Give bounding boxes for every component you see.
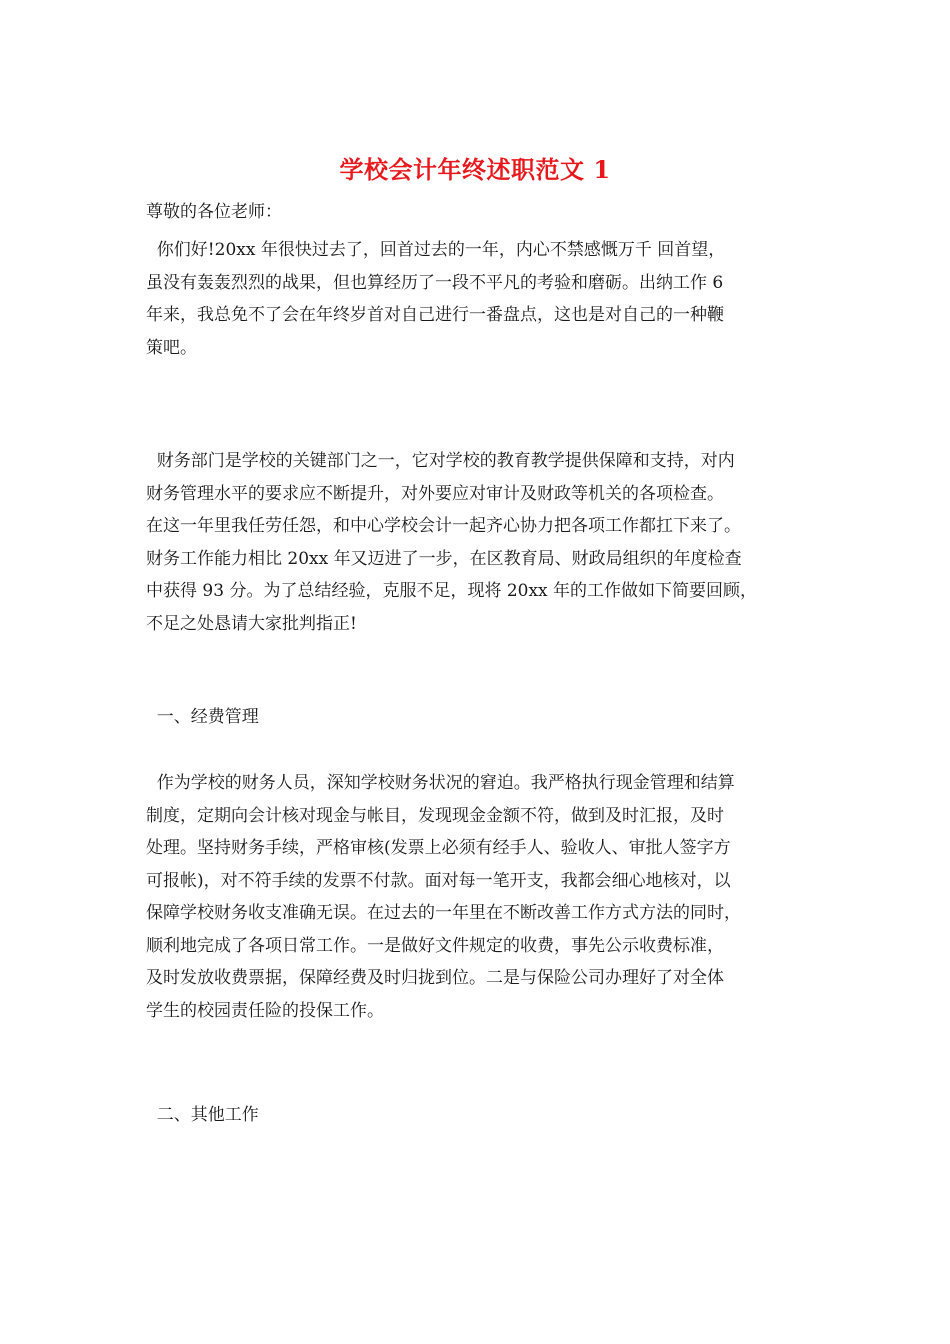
paragraph-line: 你们好!20xx 年很快过去了，回首过去的一年，内心不禁感慨万千 回首望， [146, 240, 726, 260]
paragraph-line: 制度，定期向会计核对现金与帐目，发现现金金额不符，做到及时汇报，及时 [146, 805, 724, 826]
paragraph-finance-department [146, 445, 808, 640]
paragraph-line: 财务部门是学校的关键部门之一，它对学校的教育教学提供保障和支持，对内 [146, 451, 735, 471]
paragraph-line: 中获得 93 分。为了总结经验，克服不足，现将 20xx 年的工作做如下简要回顾， [146, 581, 758, 601]
paragraph-line: 处理。坚持财务手续，严格审核(发票上必须有经手人、验收人、审批人签字方 [146, 838, 731, 858]
paragraph-line: 保障学校财务收支准确无误。在过去的一年里在不断改善工作方式方法的同时， [146, 903, 741, 923]
paragraph-line: 年来，我总免不了会在年终岁首对自己进行一番盘点，这也是对自己的一种鞭 [146, 305, 724, 325]
paragraph-line: 作为学校的财务人员，深知学校财务状况的窘迫。我严格执行现金管理和结算 [146, 773, 735, 793]
paragraph-line: 学生的校园责任险的投保工作。 [146, 1000, 384, 1021]
paragraph-line: 财务管理水平的要求应不断提升，对外要应对审计及财政等机关的各项检查。 [146, 483, 724, 504]
document-title: 学校会计年终述职范文 1 [339, 155, 611, 184]
paragraph-line: 顺利地完成了各项日常工作。一是做好文件规定的收费，事先公示收费标准， [146, 935, 724, 956]
paragraph-line: 财务工作能力相比 20xx 年又迈进了一步，在区教育局、财政局组织的年度检查 [146, 548, 742, 569]
salutation: 尊敬的各位老师： [146, 202, 282, 222]
paragraph-line: 虽没有轰轰烈烈的战果，但也算经历了一段不平凡的考验和磨砺。出纳工作 6 [146, 272, 724, 293]
paragraph-line: 可报帐)，对不符手续的发票不付款。面对每一笔开支，我都会细心地核对，以 [146, 870, 731, 891]
paragraph-funds-management [146, 767, 808, 1027]
paragraph-line: 及时发放收费票据，保障经费及时归拢到位。二是与保险公司办理好了对全体 [146, 968, 724, 988]
paragraph-line: 在这一年里我任劳任怨，和中心学校会计一起齐心协力把各项工作都扛下来了。 [146, 516, 741, 536]
paragraph-intro [146, 234, 808, 364]
paragraph-line: 不足之处恳请大家批判指正! [146, 613, 357, 634]
section-heading-funds-management: 一、经费管理 [146, 707, 259, 727]
section-heading-other-work: 二、其他工作 [146, 1105, 259, 1125]
paragraph-line: 策吧。 [146, 337, 197, 358]
